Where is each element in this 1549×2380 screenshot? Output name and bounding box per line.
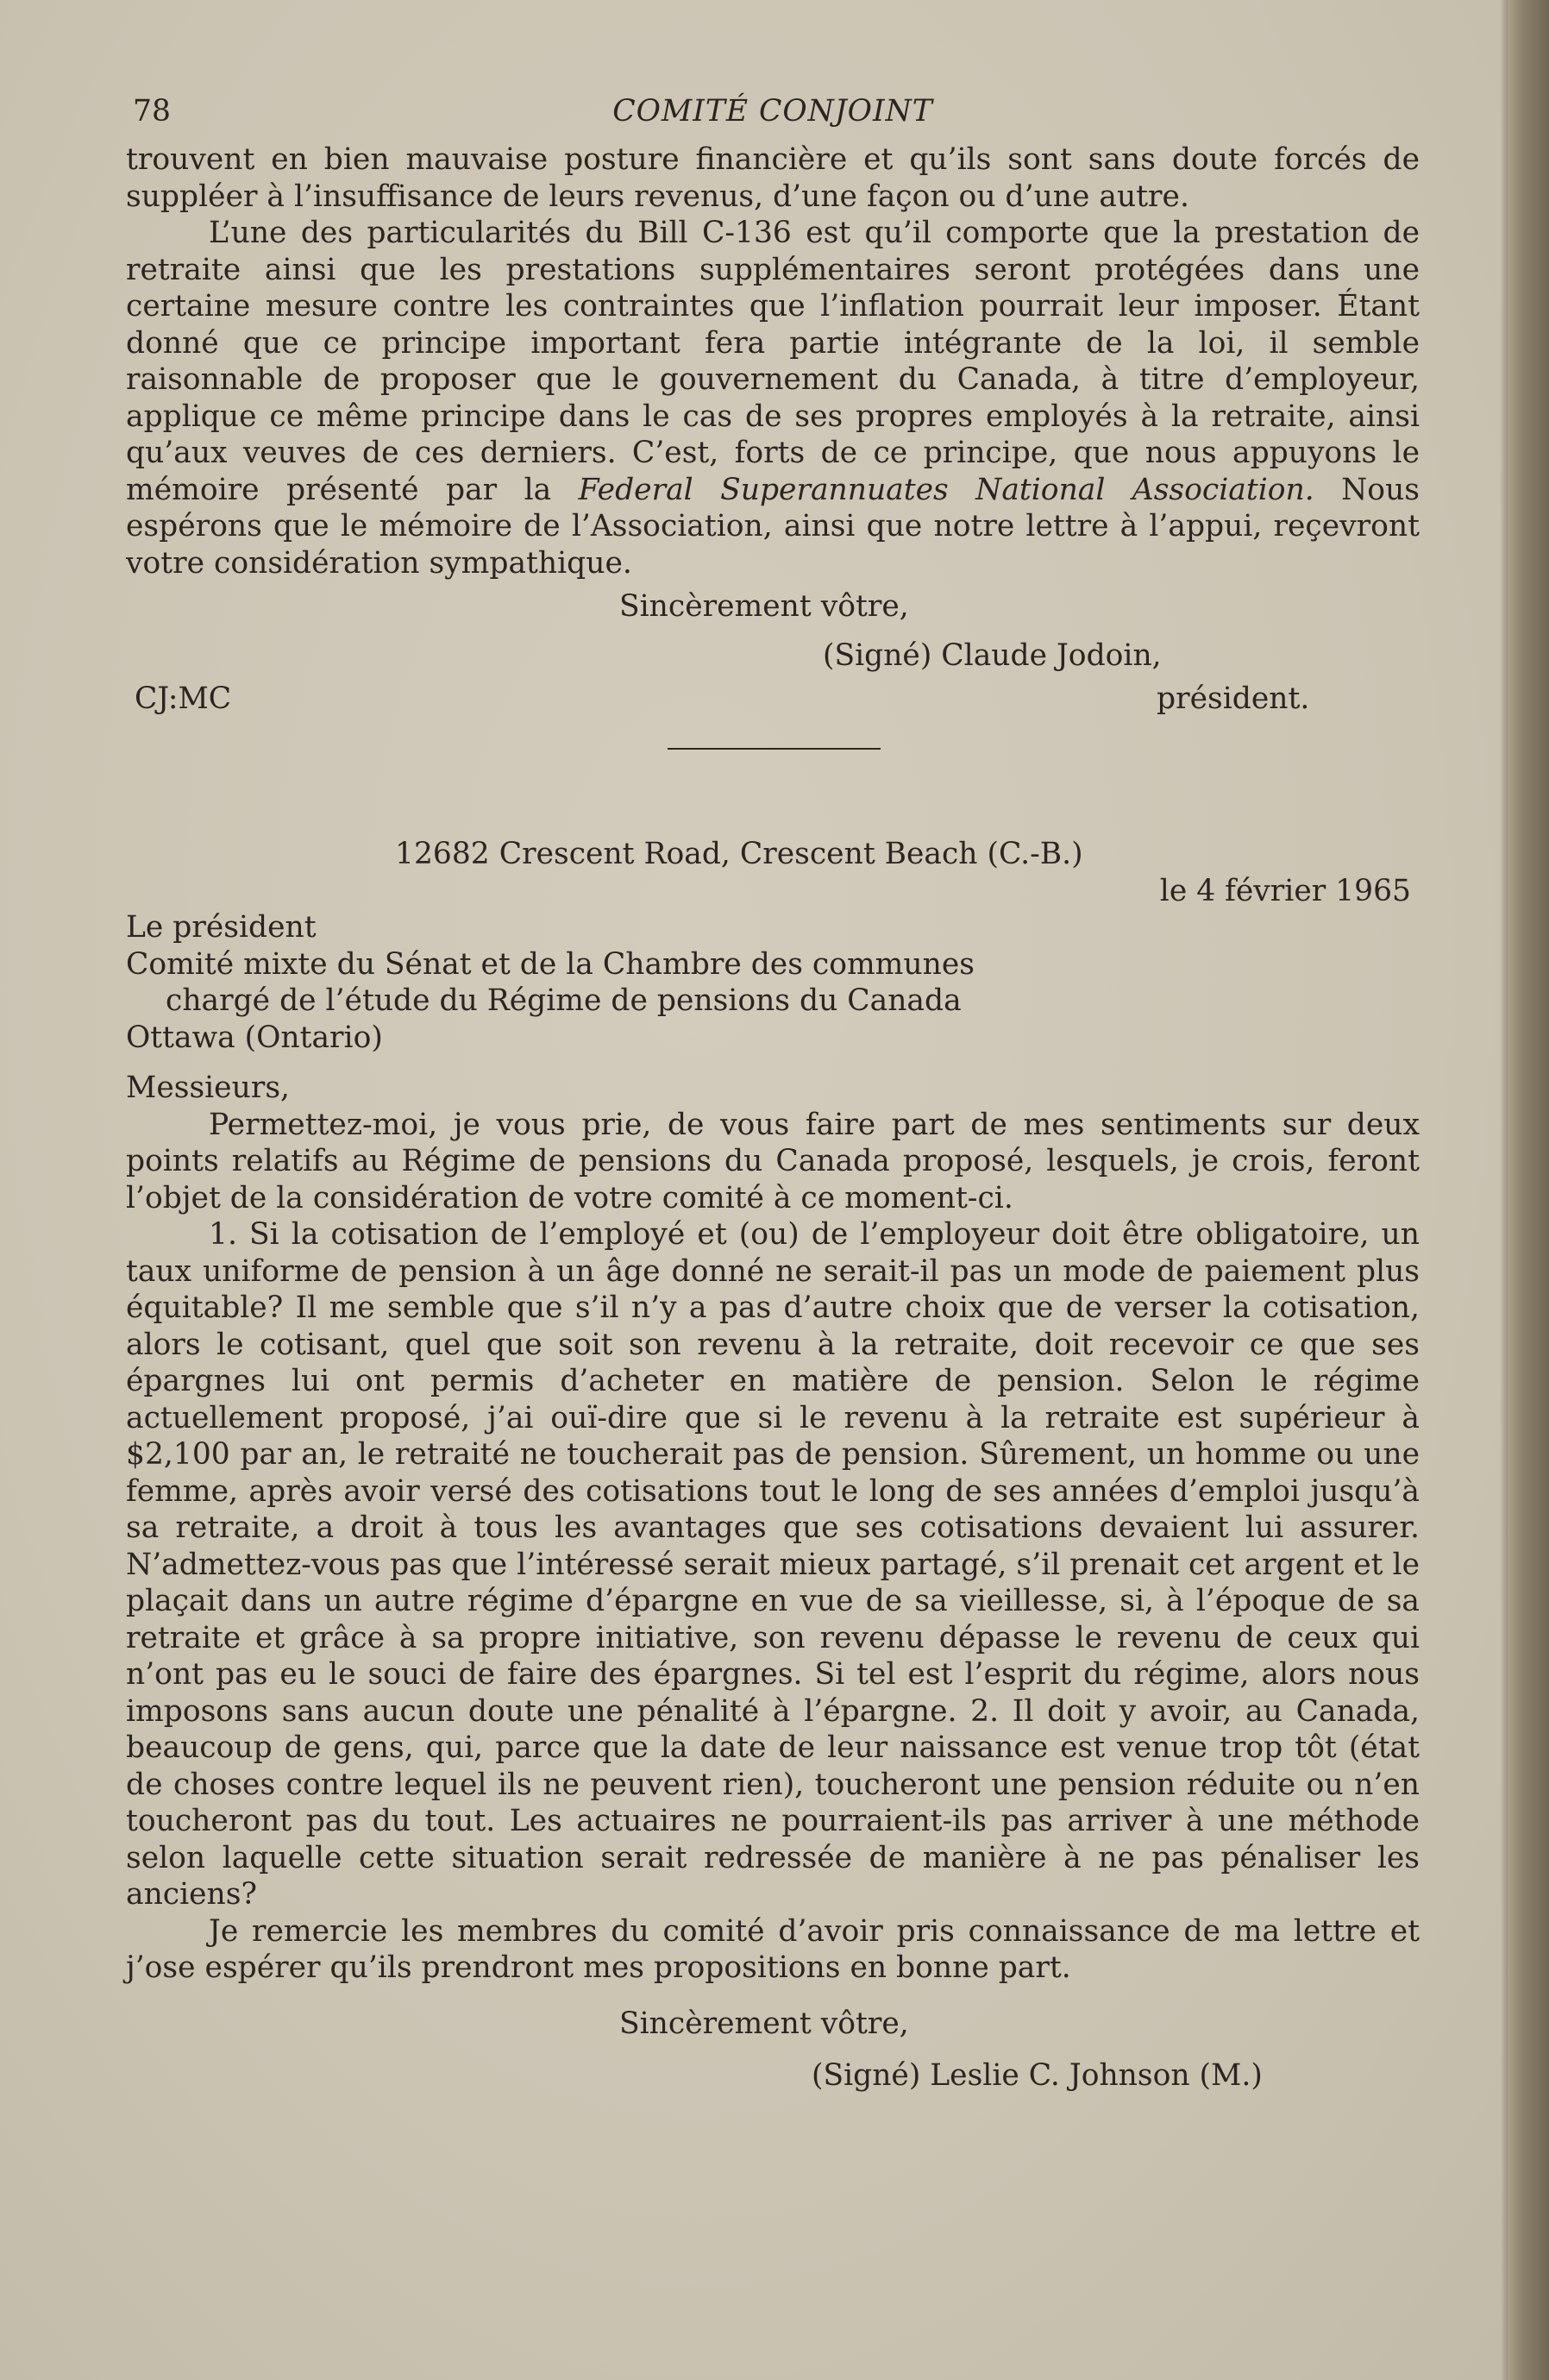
organization-name: Federal Superannuates National Association. — [578, 472, 1314, 507]
body-paragraph: 1. Si la cotisation de l’employé et (ou) de l’employeur doit être obligatoire, un taux uniforme de pension à un âge donné ne serait-il pas un mode de paiement plus équitable? Il me semble que s’il n’y a pas d’autre choix que de verser la cotisation, alors le cotisant, quel que soit son revenu à la retraite, doit recevoir ce que ses épargnes lui ont permis d’acheter en matière de pension. Selon le régime actuellement proposé, j’ai ouï-dire que si le revenu à la retraite est supérieur à $2,100 par an, le retraité ne toucherait pas de pension. Sûrement, un homme ou une femme, après avoir versé des cotisations tout le long de ses années d’emploi jusqu’à sa retraite, a droit à tous les avantages que ses cotisations devaient lui assurer. N’admettez-vous pas que l’intéressé serait mieux partagé, s’il prenait cet argent et le plaçait dans un autre régime d’épargne en vue de sa vieillesse, si, à l’époque de sa retraite et grâce à sa propre initiative, son revenu dépasse le revenu de ceux qui n’ont pas eu le souci de faire des épargnes. Si tel est l’esprit du régime, alors nous imposons sans aucun doute une pénalité à l’épargne. 2. Il doit y avoir, au Canada, beaucoup de gens, qui, parce que la date de leur naissance est venue trop tôt (état de choses contre lequel ils ne peuvent rien), toucheront une pension réduite ou n’en toucheront pas du tout. Les actuaires ne pourraient-ils pas arriver à une méthode selon laquelle cette situation serait redressée de manière à ne pas pénaliser les anciens? — [126, 1217, 1420, 1912]
closing-salutation: Sincèrement vôtre, — [619, 2006, 909, 2041]
addressee-block — [126, 909, 1420, 1056]
page-number: 78 — [133, 94, 171, 129]
signature: (Signé) Claude Jodoin, — [823, 637, 1162, 673]
addressee-line: Ottawa (Ontario) — [126, 1020, 383, 1055]
section-divider — [668, 748, 881, 750]
addressee-line: Le président — [126, 910, 317, 945]
reference-initials: CJ:MC — [135, 681, 232, 716]
letter-date: le 4 février 1965 — [1159, 873, 1411, 908]
letter-jodoin — [126, 141, 1420, 719]
body-paragraph: Permettez-moi, je vous prie, de vous faire part de mes sentiments sur deux points relatifs au Régime de pensions du Canada proposé, lesquels, je crois, feront l’objet de la considération de votre comité à ce moment-ci. — [126, 1107, 1420, 1215]
page-header — [126, 93, 1420, 141]
paragraph-text: Nous espérons que le mémoire de l’Association, ainsi que notre lettre à l’appui, reçevront votre considération sympathique. — [126, 472, 1420, 581]
addressee-line: Comité mixte du Sénat et de la Chambre des communes — [126, 946, 975, 982]
signature: (Signé) Leslie C. Johnson (M.) — [812, 2058, 1263, 2093]
closing-salutation: Sincèrement vôtre, — [619, 589, 909, 624]
book-spine-edge — [1501, 0, 1549, 2380]
letter-johnson — [126, 836, 1420, 2094]
salutation: Messieurs, — [126, 1071, 290, 1105]
addressee-line: chargé de l’étude du Régime de pensions du Canada — [166, 983, 962, 1018]
body-paragraph — [126, 215, 1420, 581]
body-paragraph: Je remercie les membres du comité d’avoir pris connaissance de ma lettre et j’ose espérer qu’ils prendront mes propositions en bonne part. — [126, 1913, 1420, 1985]
signature-block — [126, 681, 1420, 719]
document-page — [126, 93, 1420, 2094]
sender-address: 12682 Crescent Road, Crescent Beach (C.-B.) — [395, 837, 1083, 871]
paragraph-text: L’une des particularités du Bill C-136 est qu’il comporte que la prestation de retraite ainsi que les prestations supplémentaires seront protégées dans une certaine mesure contre les contraintes que l’inflation pourrait leur imposer. Étant donné que ce principe important fera partie intégrante de la loi, il semble raisonnable de proposer que le gouvernement du Canada, à titre d’employeur, applique ce même principe dans le cas de ses propres employés à la retraite, ainsi qu’aux veuves de ces derniers. C’est, forts de ce principe, que nous appuyons le mémoire présenté par la — [126, 216, 1420, 507]
continuation-paragraph: trouvent en bien mauvaise posture financière et qu’ils sont sans doute forcés de suppléer à l’insuffisance de leurs revenus, d’une façon ou d’une autre. — [126, 142, 1420, 214]
signer-title: président. — [1157, 681, 1310, 716]
running-title: COMITÉ CONJOINT — [612, 94, 933, 129]
